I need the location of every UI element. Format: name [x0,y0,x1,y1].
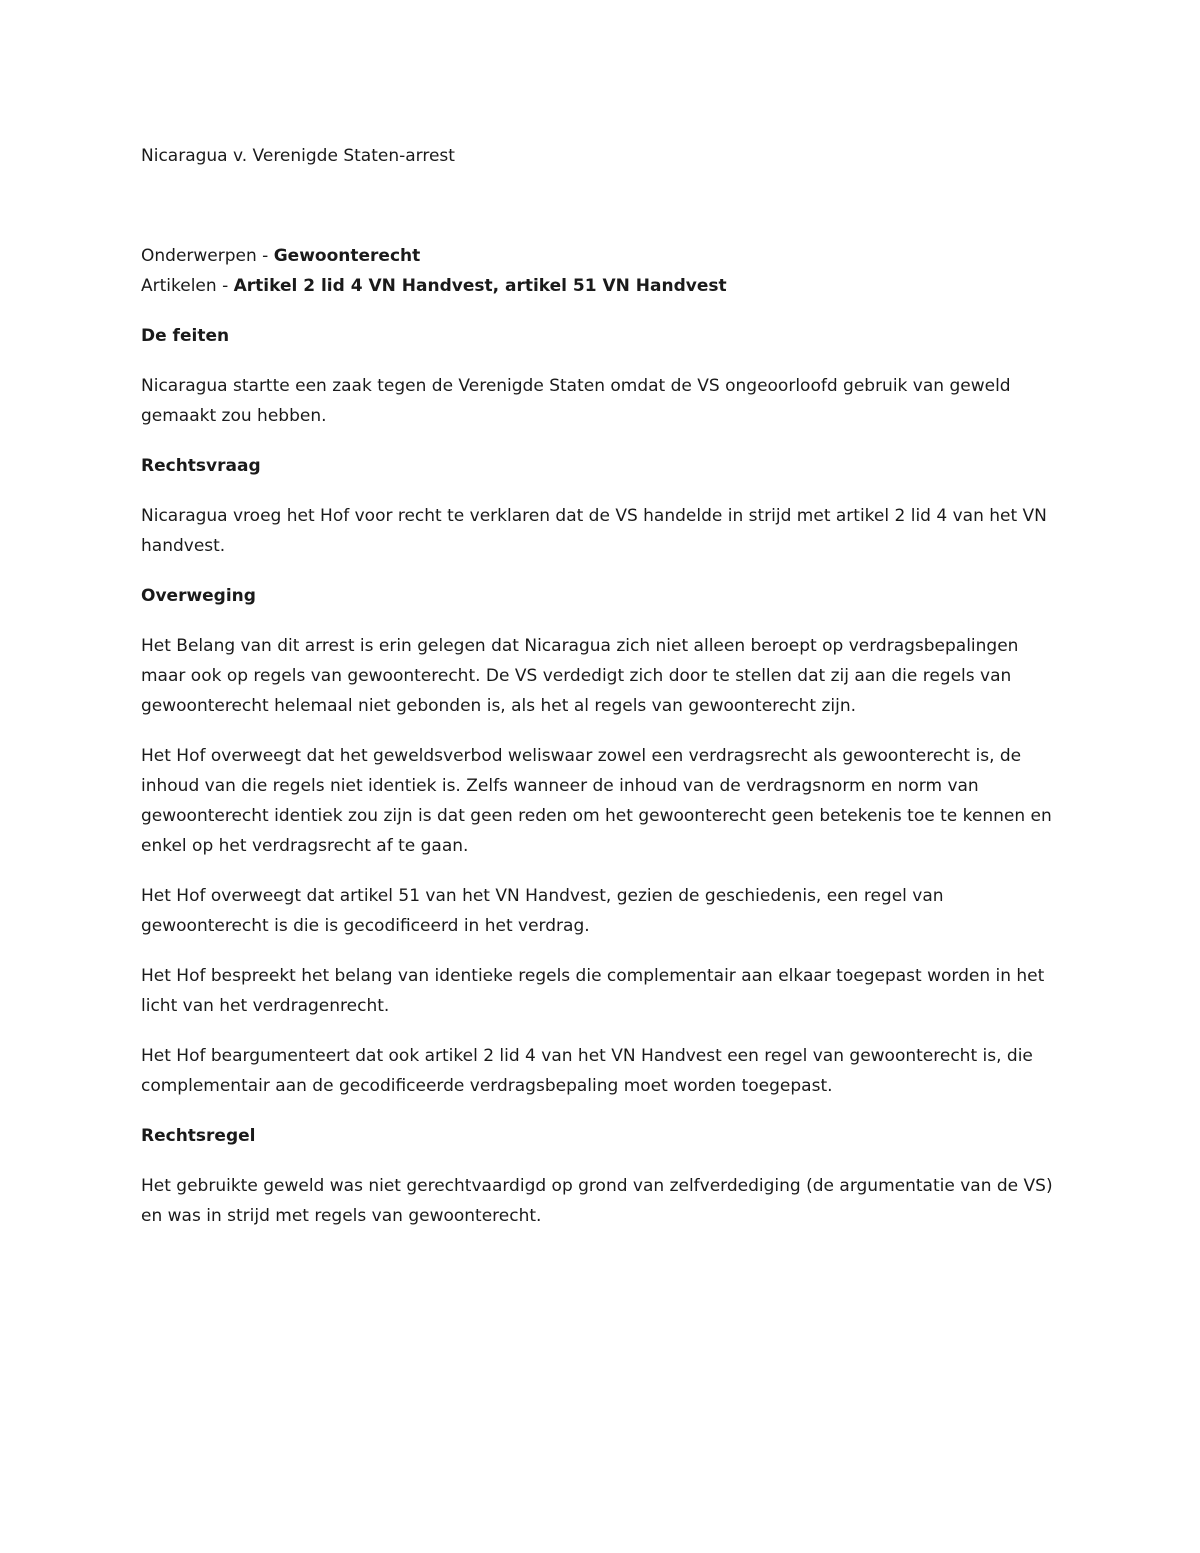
facts-heading: De feiten [141,326,230,346]
subjects-line [141,241,1061,271]
consideration-heading: Overweging [141,586,256,606]
articles-line [141,271,1061,301]
consideration-paragraph-2: Het Hof overweegt dat het geweldsverbod weliswaar zowel een verdragsrecht als gewoonterecht is, de inhoud van die regels niet identiek is. Zelfs wanneer de inhoud van de verdragsnorm en norm van gewoonterecht identiek zou zijn is dat geen reden om het gewoonterecht geen betekenis toe te kennen en enkel op het verdragsrecht af te gaan. [141,746,1052,856]
document-title: Nicaragua v. Verenigde Staten-arrest [141,146,455,166]
consideration-paragraph-5: Het Hof beargumenteert dat ook artikel 2 lid 4 van het VN Handvest een regel van gewoonterecht is, die complementair aan de gecodificeerde verdragsbepaling moet worden toegepast. [141,1046,1033,1096]
subjects-value: Gewoonterecht [273,246,421,266]
facts-paragraph: Nicaragua startte een zaak tegen de Verenigde Staten omdat de VS ongeoorloofd gebruik van geweld gemaakt zou hebben. [141,376,1011,426]
consideration-paragraph-1: Het Belang van dit arrest is erin gelegen dat Nicaragua zich niet alleen beroept op verdragsbepalingen maar ook op regels van gewoonterecht. De VS verdedigt zich door te stellen dat zij aan die regels van gewoonterecht helemaal niet gebonden is, als het al regels van gewoonterecht zijn. [141,636,1019,716]
rule-paragraph: Het gebruikte geweld was niet gerechtvaardigd op grond van zelfverdediging (de argumentatie van de VS) en was in strijd met regels van gewoonterecht. [141,1176,1053,1226]
consideration-paragraph-3: Het Hof overweegt dat artikel 51 van het VN Handvest, gezien de geschiedenis, een regel van gewoonterecht is die is gecodificeerd in het verdrag. [141,886,944,936]
subjects-label: Onderwerpen - [141,246,274,266]
document-body [141,141,1061,1231]
articles-label: Artikelen - [141,276,234,296]
consideration-paragraph-4: Het Hof bespreekt het belang van identieke regels die complementair aan elkaar toegepast worden in het licht van het verdragenrecht. [141,966,1045,1016]
question-heading: Rechtsvraag [141,456,261,476]
articles-value: Artikel 2 lid 4 VN Handvest, artikel 51 VN Handvest [233,276,727,296]
question-paragraph: Nicaragua vroeg het Hof voor recht te verklaren dat de VS handelde in strijd met artikel 2 lid 4 van het VN handvest. [141,506,1047,556]
rule-heading: Rechtsregel [141,1126,256,1146]
